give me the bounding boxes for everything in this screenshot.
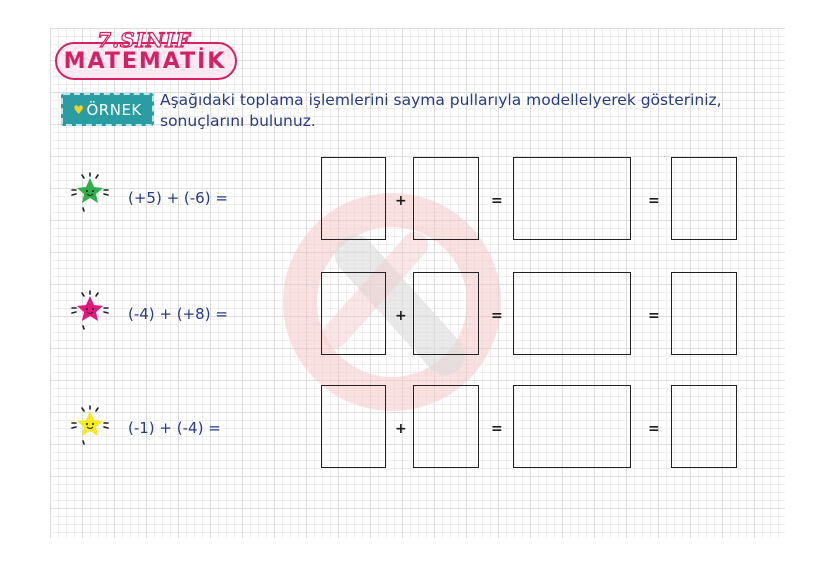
row-2-equals-sign: = — [491, 308, 503, 324]
example-badge-label: ÖRNEK — [86, 100, 142, 119]
row-3-equals-sign: = — [491, 421, 503, 437]
row-3-result-box[interactable] — [671, 385, 737, 468]
row-1-model-box[interactable] — [513, 157, 631, 240]
star-shape — [77, 178, 103, 203]
row-1-addend-1-box[interactable] — [321, 157, 386, 240]
row-1-expression: (+5) + (-6) = — [128, 189, 228, 207]
row-1-star-icon — [70, 172, 110, 212]
row-2-equals-sign-2: = — [648, 308, 660, 324]
row-2-plus-sign: + — [395, 308, 407, 324]
logo-subject: MATEMATİK — [63, 49, 227, 74]
row-2-expression: (-4) + (+8) = — [128, 305, 228, 323]
row-3-addend-1-box[interactable] — [321, 385, 386, 468]
row-3-star-icon — [70, 405, 110, 445]
brand-logo — [55, 28, 235, 80]
row-3-equals-sign-2: = — [648, 421, 660, 437]
row-2-star-icon — [70, 290, 110, 330]
row-3-addend-2-box[interactable] — [413, 385, 479, 468]
row-1-addend-2-box[interactable] — [413, 157, 479, 240]
row-2-result-box[interactable] — [671, 272, 737, 355]
row-3-expression: (-1) + (-4) = — [128, 419, 221, 437]
star-shape — [77, 296, 103, 321]
logo-grade: 7.SINIF — [97, 28, 191, 52]
row-1-result-box[interactable] — [671, 157, 737, 240]
row-3-plus-sign: + — [395, 421, 407, 437]
row-1-equals-sign: = — [491, 193, 503, 209]
star-shape — [77, 411, 103, 436]
example-badge — [61, 93, 154, 126]
row-1-plus-sign: + — [395, 193, 407, 209]
instruction-text: Aşağıdaki toplama işlemlerini sayma pullarıyla modellelyerek gösteriniz, sonuçlarını bulunuz. — [160, 91, 722, 130]
row-2-addend-1-box[interactable] — [321, 272, 386, 355]
heart-icon: ♥ — [73, 102, 85, 117]
row-2-addend-2-box[interactable] — [413, 272, 479, 355]
row-2-model-box[interactable] — [513, 272, 631, 355]
row-1-equals-sign-2: = — [648, 193, 660, 209]
row-3-model-box[interactable] — [513, 385, 631, 468]
